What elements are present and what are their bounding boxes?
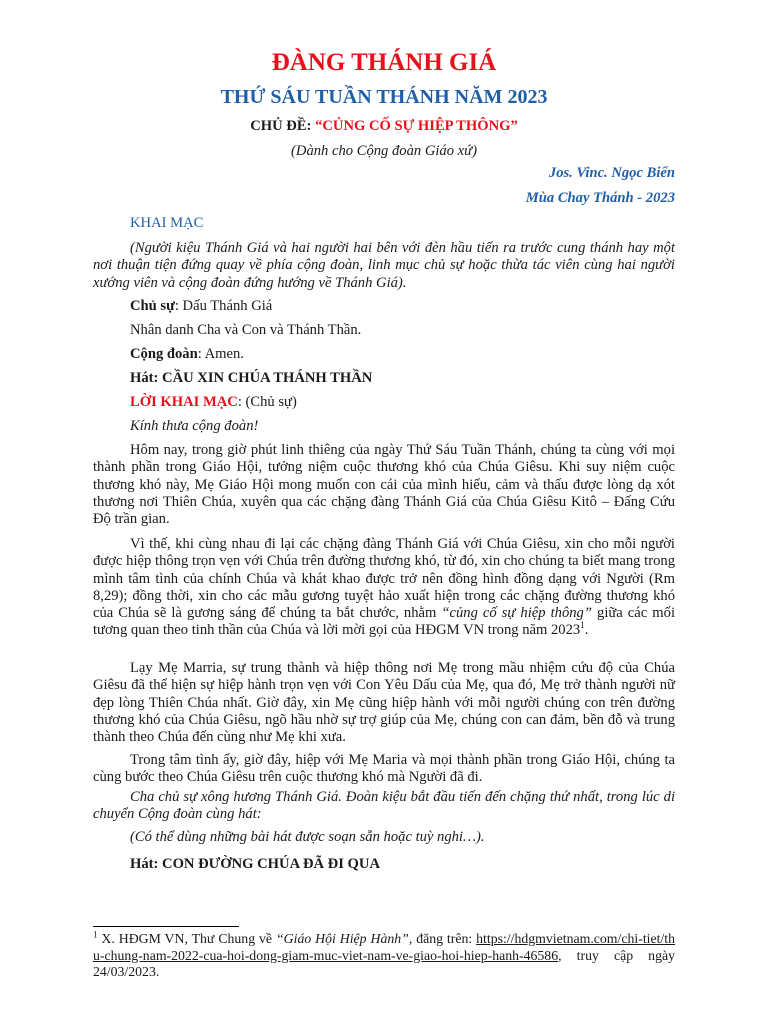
- hymn-line-2: [93, 856, 675, 873]
- paragraph-2-quote: “củng cố sự hiệp thông”: [441, 605, 592, 622]
- presider-line: [93, 298, 675, 315]
- rubric-paragraph: (Người kiệu Thánh Giá và hai người hai bên với đèn hầu tiến ra trước cung thánh hay một nơi thuận tiện đứng quay về phía cộng đoàn, linh mục chủ sự hoặc thừa tác viên cùng hai người xướng viên và cộng đoàn đứng hướng về Thánh Giá).: [93, 240, 675, 291]
- audience-note: (Dành cho Cộng đoàn Giáo xứ): [291, 143, 477, 159]
- footnote-divider: [93, 926, 239, 927]
- hymn-title-1: : CẦU XIN CHÚA THÁNH THẦN: [153, 370, 373, 386]
- congregation-line: [93, 346, 675, 363]
- greeting-line: Kính thưa cộng đoàn!: [130, 418, 259, 434]
- document-title: ĐÀNG THÁNH GIÁ: [271, 49, 497, 76]
- intro-line: [93, 394, 675, 411]
- section-heading-opening: KHAI MẠC: [130, 215, 204, 231]
- hymn-label-1: Hát: [130, 370, 154, 386]
- footnote-title: “Giáo Hội Hiệp Hành”: [275, 931, 409, 946]
- footnote: [93, 931, 675, 981]
- paragraph-5: Cha chủ sự xông hương Thánh Giá. Đoàn kiệu bắt đầu tiến đến chặng thứ nhất, trong lúc di chuyển Cộng đoàn cùng hát:: [93, 789, 675, 823]
- paragraph-2-part-a: Vì thế, khi cùng nhau đi lại các chặng đàng Thánh Giá với Chúa Giêsu, xin cho mỗi người được hiệp thông trọn vẹn với Chúa trên đường thương khó, từ đó, xin cho chúng ta biết mang trong mình tâm tình của chính Chúa và khát khao được trở nên đồng hình đồng dạng với Người (Rm 8,29); đồng thời, xin cho các mẫu gương tuyệt hảo xuất hiện trong các chặng đường thương khó của Chúa sẽ là gương sáng để chúng ta bắt chước, nhằm: [93, 536, 675, 622]
- footnote-reference[interactable]: 1: [580, 620, 585, 631]
- paragraph-2-part-b: giữa các mối tương quan theo tinh thần của Chúa và lời mời gọi của HĐGM VN trong năm 2023: [93, 605, 675, 639]
- footnote-url-link[interactable]: https://hdgmvietnam.com/chi-tiet/thu-chung-nam-2022-cua-hoi-dong-giam-muc-viet-nam-ve-giao-hoi-hiep-hanh-46586: [93, 931, 676, 963]
- hymn-line-1: [93, 370, 675, 387]
- season-line: Mùa Chay Thánh - 2023: [525, 190, 675, 206]
- footnote-marker: 1: [93, 929, 98, 940]
- footnote-text-c: , truy cập ngày 24/03/2023.: [93, 947, 675, 979]
- invocation-line: Nhân danh Cha và Con và Thánh Thần.: [130, 322, 362, 338]
- hymn-label-2: Hát: [130, 856, 154, 872]
- document-subtitle: THỨ SÁU TUẦN THÁNH NĂM 2023: [220, 86, 548, 108]
- congregation-label: Cộng đoàn: [130, 346, 198, 362]
- document-theme: [0, 118, 768, 135]
- theme-text: “CỦNG CỐ SỰ HIỆP THÔNG”: [315, 118, 518, 134]
- footnote-text-a: X. HĐGM VN, Thư Chung về: [97, 931, 276, 946]
- footnote-text-b: , đăng trên:: [408, 931, 477, 946]
- paragraph-2: [93, 536, 675, 640]
- theme-label: CHỦ ĐỀ:: [250, 118, 316, 134]
- congregation-text: : Amen.: [197, 346, 244, 362]
- paragraph-6: (Có thể dùng những bài hát được soạn sẵn hoặc tuỳ nghi…).: [130, 829, 485, 845]
- hymn-title-2: : CON ĐƯỜNG CHÚA ĐÃ ĐI QUA: [153, 856, 380, 872]
- paragraph-1: Hôm nay, trong giờ phút linh thiêng của ngày Thứ Sáu Tuần Thánh, chúng ta cùng với mọi thành phần trong Giáo Hội, tưởng niệm cuộc thương khó của Chúa Giêsu. Khi suy niệm cuộc thương khó này, Mẹ Giáo Hội mong muốn con cái của mình hiểu, cảm và thấu được lòng dạ xót thương nơi Thiên Chúa, xuyên qua các chặng đàng Thánh Giá của Chúa Giêsu Kitô – Đấng Cứu Độ trần gian.: [93, 442, 675, 528]
- intro-label: LỜI KHAI MẠC: [130, 394, 238, 410]
- paragraph-3: Lạy Mẹ Marria, sự trung thành và hiệp thông nơi Mẹ trong mầu nhiệm cứu độ của Chúa Giêsu đã thể hiện sự hiệp hành trọn vẹn với Con Yêu Dấu của Mẹ, qua đó, Mẹ trở thành người nữ đẹp lòng Thiên Chúa nhất. Giờ đây, xin Mẹ cũng hiệp hành với mỗi người chúng con trên đường thương khó của Chúa Giêsu, ngõ hầu nhờ sự trợ giúp của Mẹ, chúng con can đảm, bền đỗ và trung thành theo Chúa đến cùng như Mẹ khi xưa.: [93, 660, 675, 746]
- paragraph-4: Trong tâm tình ấy, giờ đây, hiệp với Mẹ Maria và mọi thành phần trong Giáo Hội, chúng ta cùng bước theo Chúa Giêsu trên cuộc thương khó mà Người đã đi.: [93, 752, 675, 786]
- paragraph-2-end: .: [584, 622, 589, 639]
- intro-by: : (Chủ sự): [237, 394, 297, 410]
- author-name: Jos. Vinc. Ngọc Biển: [548, 165, 675, 181]
- presider-text: : Dấu Thánh Giá: [174, 298, 273, 314]
- presider-label: Chủ sự: [130, 298, 175, 314]
